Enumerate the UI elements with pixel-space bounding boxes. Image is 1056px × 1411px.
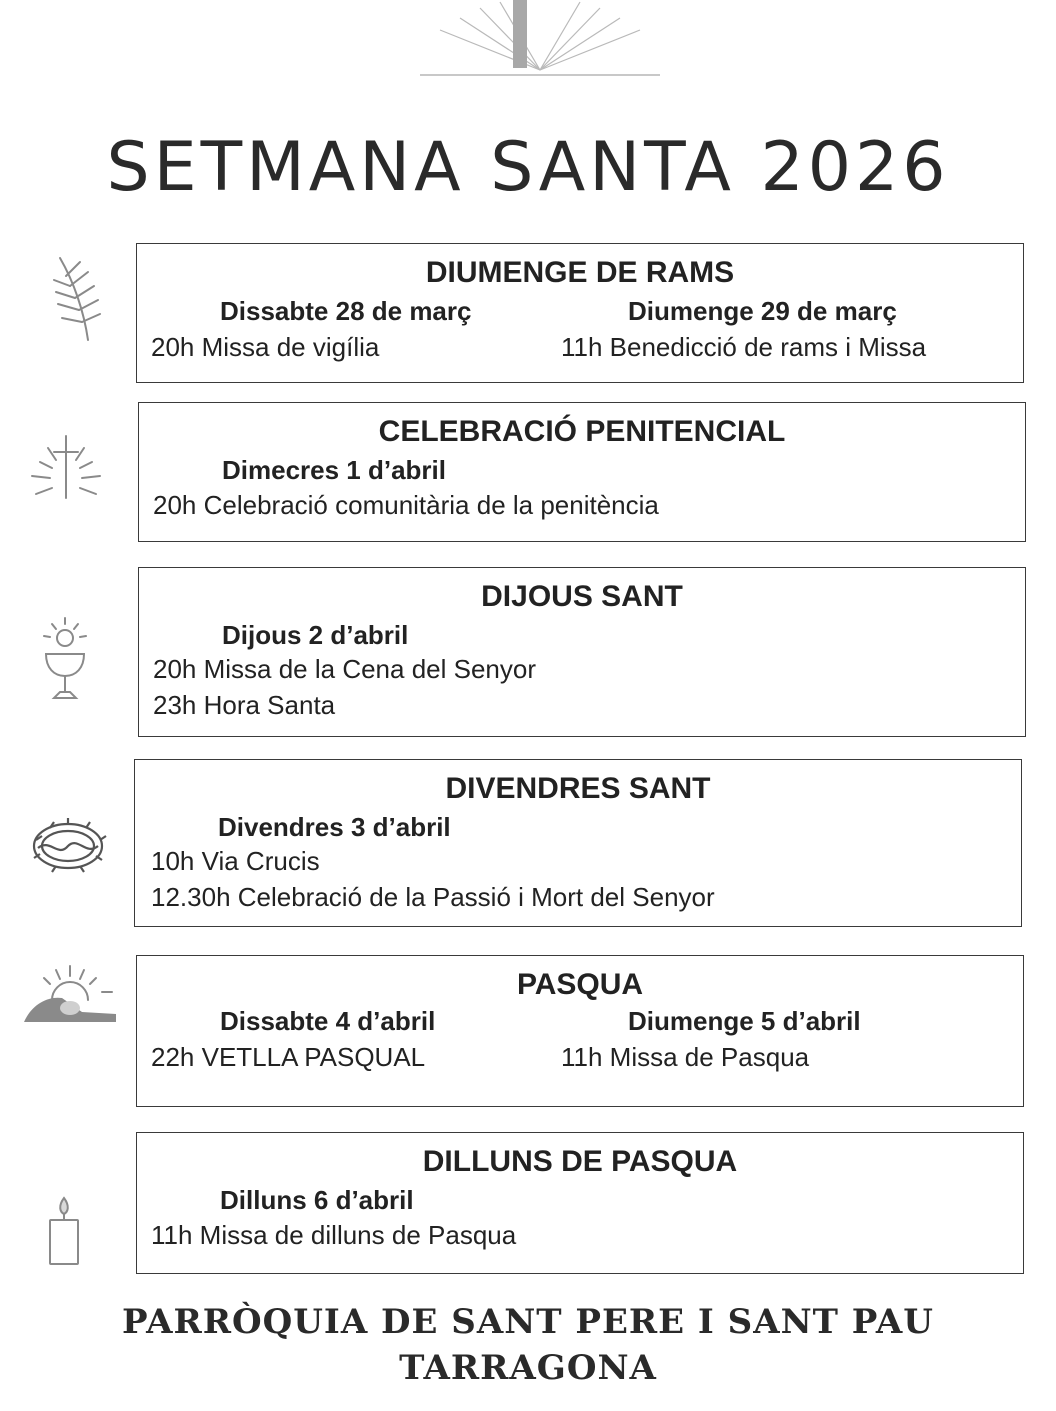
event-line: 11h Missa de Pasqua [561,1042,810,1072]
day-date: Dijous 2 d’abril [222,620,409,650]
event-line: 11h Benedicció de rams i Missa [561,332,927,362]
event-line: 20h Celebració comunitària de la penitència [153,490,659,520]
page-title: SETMANA SANTA 2026 [106,128,950,207]
event-line: 12.30h Celebració de la Passió i Mort del Senyor [151,882,715,912]
day-date: Divendres 3 d’abril [218,812,451,842]
section-title: DIUMENGE DE RAMS [425,256,735,289]
section-title: PASQUA [516,968,644,1001]
event-line: 20h Missa de vigília [151,332,380,362]
empty-tomb-sunrise-icon [22,964,118,1026]
schedule-card-dijous-sant [138,567,1026,737]
day-date: Dilluns 6 d’abril [220,1185,414,1215]
candle-icon [44,1196,84,1268]
event-line: 11h Missa de dilluns de Pasqua [151,1220,517,1250]
event-line: 20h Missa de la Cena del Senyor [153,654,537,684]
day-date: Dimecres 1 d’abril [222,455,446,485]
schedule-card-celebracio-penitencial [138,402,1026,542]
event-line: 10h Via Crucis [151,846,320,876]
event-line: 22h VETLLA PASQUAL [151,1042,426,1072]
schedule-card-pasqua [136,955,1024,1107]
event-line: 23h Hora Santa [153,690,336,720]
section-title: DILLUNS DE PASQUA [422,1145,738,1178]
parish-name: PARRÒQUIA DE SANT PERE I SANT PAU [122,1302,934,1342]
section-title: CELEBRACIÓ PENITENCIAL [378,415,786,448]
crown-of-thorns-icon [28,818,108,874]
day-date: Dissabte 4 d’abril [220,1006,436,1036]
day-date: Diumenge 5 d’abril [628,1006,861,1036]
chalice-icon [34,612,96,704]
cross-rays-ornament-icon [420,0,660,80]
palm-branch-icon [48,252,108,344]
city-name: TARRAGONA [399,1348,657,1388]
schedule-card-divendres-sant [134,759,1022,927]
day-date: Dissabte 28 de març [220,296,472,326]
section-title: DIVENDRES SANT [445,772,711,805]
schedule-card-diumenge-de-rams [136,243,1024,383]
section-title: DIJOUS SANT [481,580,683,613]
day-date: Diumenge 29 de març [628,296,897,326]
cross-icon [22,432,110,504]
schedule-card-dilluns-de-pasqua [136,1132,1024,1274]
